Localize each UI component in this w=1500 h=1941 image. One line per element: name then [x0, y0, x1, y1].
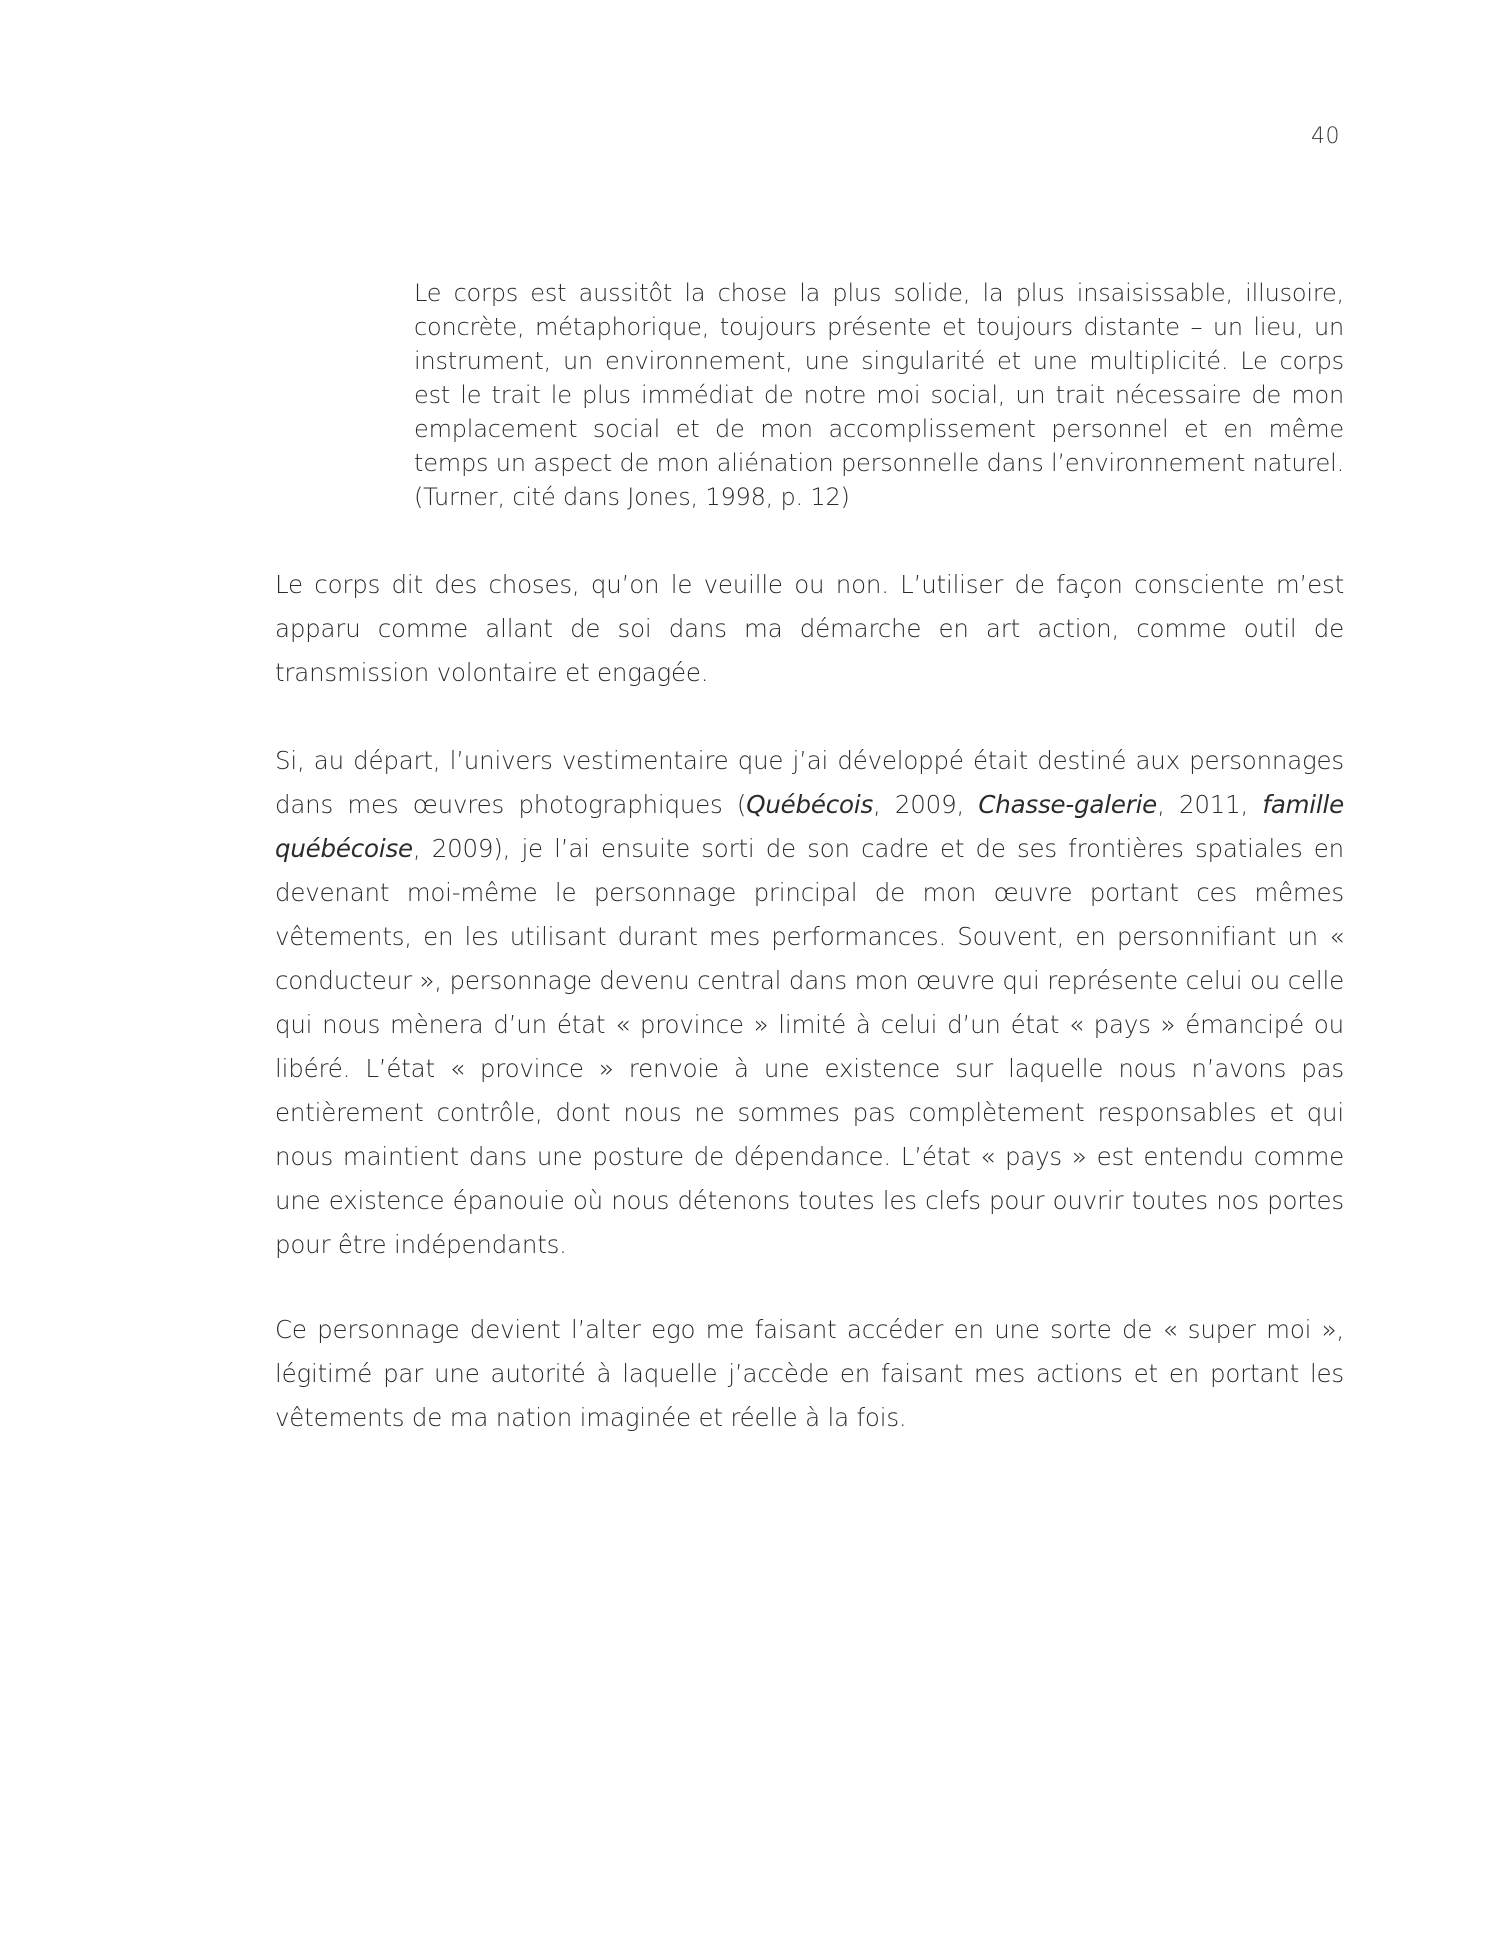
- quote-text: Le corps est aussitôt la chose la plus solide, la plus insaisissable, illusoire, concrète, métaphorique, toujours présente et toujours distante – un lieu, un instrument, un environnement, une singularité et une multiplicité. Le corps est le trait le plus immédiat de notre moi social, un trait nécessaire de mon emplacement social et de mon accomplissement personnel et en même temps un aspect de mon aliénation personnelle dans l’environnement naturel. (Turner, cité dans Jones, 1998, p. 12): [414, 279, 1344, 511]
- paragraph-2-text: [275, 739, 1344, 1267]
- work-title-chasse-galerie: Chasse-galerie: [978, 790, 1158, 819]
- block-quote: [414, 276, 1344, 514]
- paragraph-2-segment-1: Si, au départ, l’univers vestimentaire que j’ai développé était destiné aux personnages dans mes œuvres photographiques (: [275, 746, 1344, 819]
- paragraph-1: [275, 563, 1344, 695]
- paragraph-3-text: Ce personnage devient l’alter ego me faisant accéder en une sorte de « super moi », légitimé par une autorité à laquelle j’accède en faisant mes actions et en portant les vêtements de ma nation imaginée et réelle à la fois.: [275, 1315, 1344, 1432]
- paragraph-2-segment-3: , 2011,: [1157, 790, 1263, 819]
- work-title-famille-quebecoise: famille québécoise: [275, 790, 1345, 863]
- paragraph-1-text: Le corps dit des choses, qu’on le veuille ou non. L’utiliser de façon consciente m’est apparu comme allant de soi dans ma démarche en art action, comme outil de transmission volontaire et engagée.: [275, 570, 1344, 687]
- paragraph-2-segment-2: , 2009,: [873, 790, 979, 819]
- paragraph-2: [275, 739, 1344, 1267]
- paragraph-2-segment-4: , 2009), je l’ai ensuite sorti de son cadre et de ses frontières spatiales en devenant moi-même le personnage principal de mon œuvre portant ces mêmes vêtements, en les utilisant durant mes performances. Souvent, en personnifiant un « conducteur », personnage devenu central dans mon œuvre qui représente celui ou celle qui nous mènera d’un état « province » limité à celui d’un état « pays » émancipé ou libéré. L’état « province » renvoie à une existence sur laquelle nous n’avons pas entièrement contrôle, dont nous ne sommes pas complètement responsables et qui nous maintient dans une posture de dépendance. L’état « pays » est entendu comme une existence épanouie où nous détenons toutes les clefs pour ouvrir toutes nos portes pour être indépendants.: [275, 834, 1344, 1259]
- page-number: 40: [1311, 124, 1340, 149]
- work-title-quebecois: Québécois: [746, 790, 874, 819]
- paragraph-3: [275, 1308, 1344, 1440]
